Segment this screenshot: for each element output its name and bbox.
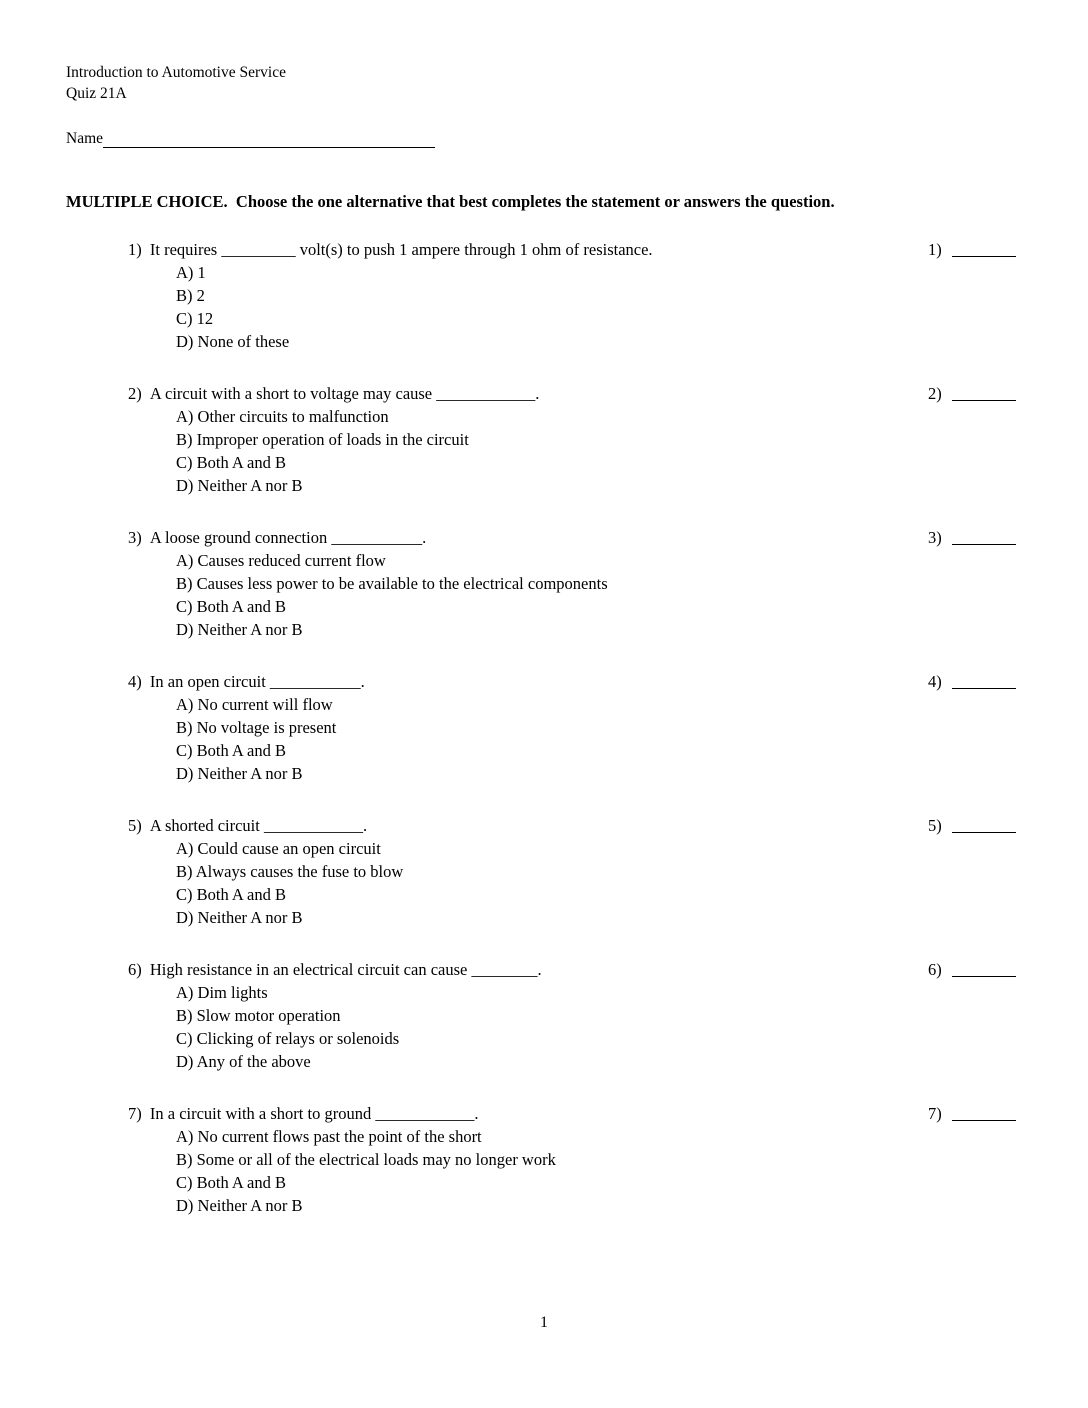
question-option: A) Could cause an open circuit [176, 839, 381, 858]
answer-area [928, 382, 1022, 405]
question-option: C) Both A and B [176, 1173, 287, 1192]
question-option: D) None of these [176, 332, 290, 351]
question-number: 6) [128, 960, 146, 979]
question-option: B) 2 [176, 286, 205, 305]
name-blank [103, 131, 435, 148]
question-main [66, 670, 928, 693]
question-row [66, 526, 1022, 549]
answer-blank [952, 526, 1016, 545]
question-option: C) Both A and B [176, 597, 287, 616]
question-option: A) 1 [176, 263, 206, 282]
question-option: B) No voltage is present [176, 718, 337, 737]
question-options [66, 837, 1022, 929]
name-label: Name [66, 130, 104, 147]
question-option: C) Both A and B [176, 885, 287, 904]
question-text: A circuit with a short to voltage may cause ____________. [149, 384, 540, 403]
question-main [66, 1102, 928, 1125]
question-number: 7) [128, 1104, 146, 1123]
question-option: A) No current flows past the point of the short [176, 1127, 482, 1146]
answer-blank [952, 382, 1016, 401]
course-title: Introduction to Automotive Service [66, 64, 286, 81]
question-option: B) Always causes the fuse to blow [176, 862, 404, 881]
question-main [66, 526, 928, 549]
question-row [66, 814, 1022, 837]
question-option: C) Both A and B [176, 741, 287, 760]
answer-blank [952, 958, 1016, 977]
question-text: A loose ground connection ___________. [149, 528, 427, 547]
answer-number: 3) [928, 528, 942, 547]
quiz-title: Quiz 21A [66, 85, 127, 102]
answer-area [928, 1102, 1022, 1125]
question-main [66, 238, 928, 261]
answer-number: 1) [928, 240, 942, 259]
question-block [66, 814, 1022, 929]
answer-blank [952, 238, 1016, 257]
question-block [66, 382, 1022, 497]
answer-area [928, 238, 1022, 261]
question-options [66, 981, 1022, 1073]
page-header [66, 62, 1022, 104]
question-text: It requires _________ volt(s) to push 1 ampere through 1 ohm of resistance. [149, 240, 653, 259]
question-number: 3) [128, 528, 146, 547]
question-row [66, 670, 1022, 693]
question-block [66, 1102, 1022, 1217]
question-options [66, 1125, 1022, 1217]
question-option: D) Neither A nor B [176, 1196, 303, 1215]
page-number: 1 [540, 1314, 548, 1331]
question-options [66, 693, 1022, 785]
question-option: C) 12 [176, 309, 214, 328]
answer-blank [952, 1102, 1016, 1121]
question-option: C) Clicking of relays or solenoids [176, 1029, 400, 1048]
question-option: D) Neither A nor B [176, 476, 303, 495]
question-option: B) Some or all of the electrical loads may no longer work [176, 1150, 556, 1169]
answer-area [928, 814, 1022, 837]
question-main [66, 382, 928, 405]
question-block [66, 526, 1022, 641]
answer-area [928, 526, 1022, 549]
question-block [66, 958, 1022, 1073]
question-block [66, 670, 1022, 785]
question-row [66, 1102, 1022, 1125]
question-option: D) Neither A nor B [176, 620, 303, 639]
answer-area [928, 958, 1022, 981]
question-text: A shorted circuit ____________. [149, 816, 368, 835]
answer-number: 7) [928, 1104, 942, 1123]
question-block [66, 238, 1022, 353]
question-row [66, 238, 1022, 261]
question-row [66, 382, 1022, 405]
question-option: B) Improper operation of loads in the circuit [176, 430, 469, 449]
question-main [66, 958, 928, 981]
question-number: 1) [128, 240, 146, 259]
answer-number: 2) [928, 384, 942, 403]
question-options [66, 549, 1022, 641]
question-row [66, 958, 1022, 981]
answer-blank [952, 814, 1016, 833]
question-number: 4) [128, 672, 146, 691]
instructions-text: MULTIPLE CHOICE. Choose the one alternative that best completes the statement or answers the question. [66, 192, 835, 211]
question-text: In an open circuit ___________. [149, 672, 365, 691]
question-text: High resistance in an electrical circuit can cause ________. [149, 960, 542, 979]
question-option: D) Neither A nor B [176, 764, 303, 783]
question-option: D) Neither A nor B [176, 908, 303, 927]
question-option: A) Dim lights [176, 983, 268, 1002]
question-option: D) Any of the above [176, 1052, 311, 1071]
question-option: A) Other circuits to malfunction [176, 407, 389, 426]
question-option: C) Both A and B [176, 453, 287, 472]
question-text: In a circuit with a short to ground ____________. [149, 1104, 479, 1123]
question-option: A) No current will flow [176, 695, 333, 714]
name-row [66, 130, 1022, 148]
answer-number: 4) [928, 672, 942, 691]
answer-number: 5) [928, 816, 942, 835]
question-number: 5) [128, 816, 146, 835]
question-option: A) Causes reduced current flow [176, 551, 386, 570]
question-option: B) Slow motor operation [176, 1006, 341, 1025]
question-option: B) Causes less power to be available to the electrical components [176, 574, 608, 593]
answer-number: 6) [928, 960, 942, 979]
question-options [66, 261, 1022, 353]
questions-list [66, 238, 1022, 1217]
question-main [66, 814, 928, 837]
answer-area [928, 670, 1022, 693]
question-number: 2) [128, 384, 146, 403]
question-options [66, 405, 1022, 497]
answer-blank [952, 670, 1016, 689]
